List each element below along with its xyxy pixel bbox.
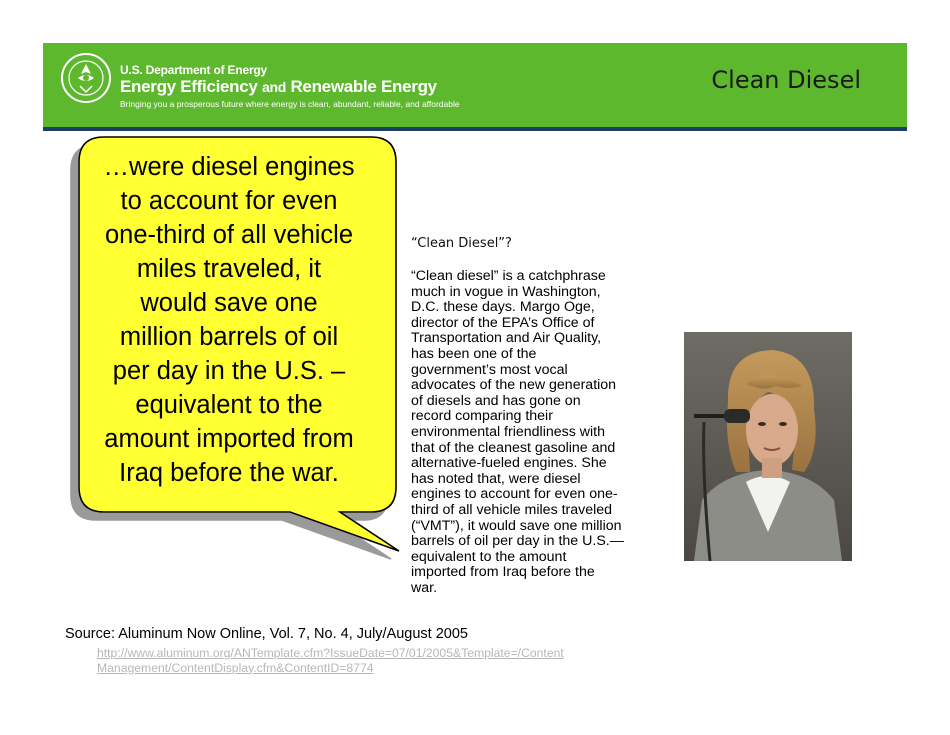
portrait-photo-icon (684, 332, 852, 561)
article-line: war. (411, 579, 438, 596)
callout-quote (78, 150, 380, 490)
article-line: imported from Iraq before the (411, 564, 595, 581)
article-line: Transportation and Air Quality, (411, 330, 602, 347)
agency-tagline: Bringing you a prosperous future where energy is clean, abundant, reliable, and affordable (120, 99, 460, 109)
article-line: advocates of the new generation (411, 377, 617, 394)
article-line: director of the EPA’s Office of (411, 314, 595, 331)
article-line: environmental friendliness with (411, 423, 605, 440)
agency-name: U.S. Department of Energy (120, 63, 268, 77)
article-line: of diesels and has gone on (411, 392, 581, 409)
callout-line: Iraq before the war. (119, 459, 339, 487)
callout-line: would save one (140, 289, 318, 317)
article-line: “Clean diesel” is a catchphrase (411, 268, 606, 284)
article-line: much in vogue in Washington, (411, 283, 601, 300)
source-link-line[interactable]: http://www.aluminum.org/ANTemplate.cfm?IssueDate=07/01/2005&Template=/Content (97, 646, 564, 660)
callout-line: …were diesel engines (103, 153, 355, 181)
slide-title: Clean Diesel (711, 66, 861, 94)
callout-line: miles traveled, it (136, 255, 322, 283)
article-line: D.C. these days. Margo Oge, (411, 299, 595, 316)
callout-line: to account for even (120, 187, 338, 215)
program-name-and: and (262, 79, 287, 95)
program-name-main: Energy Efficiency (120, 77, 258, 96)
article-line: has been one of the (411, 345, 537, 362)
article-line: third of all vehicle miles traveled (411, 501, 613, 518)
callout-line: million barrels of oil (119, 323, 339, 351)
article-line: record comparing their (411, 408, 553, 425)
article-line: has noted that, were diesel (411, 470, 581, 487)
article-body (411, 269, 673, 596)
callout-line: per day in the U.S. – (112, 357, 346, 385)
program-name-end: Renewable Energy (290, 77, 437, 96)
article-line: equivalent to the amount (411, 548, 567, 565)
callout-line: one-third of all vehicle (104, 221, 354, 249)
source-link-line[interactable]: Management/ContentDisplay.cfm&ContentID=8774 (97, 660, 374, 675)
article-line: barrels of oil per day in the U.S.— (411, 533, 624, 550)
article-line: (“VMT”), it would save one million (411, 517, 622, 534)
article-line: government’s most vocal (411, 361, 568, 378)
callout-line: amount imported from (104, 425, 354, 453)
article-line: alternative-fueled engines. She (411, 455, 607, 472)
source-link[interactable] (97, 646, 697, 675)
callout-line: equivalent to the (135, 391, 323, 419)
article-excerpt (411, 236, 673, 596)
article-title: “Clean Diesel”? (411, 236, 512, 251)
article-line: engines to account for even one- (411, 486, 618, 503)
source-citation: Source: Aluminum Now Online, Vol. 7, No. 4, July/August 2005 (65, 626, 468, 642)
article-line: that of the cleanest gasoline and (411, 439, 616, 456)
